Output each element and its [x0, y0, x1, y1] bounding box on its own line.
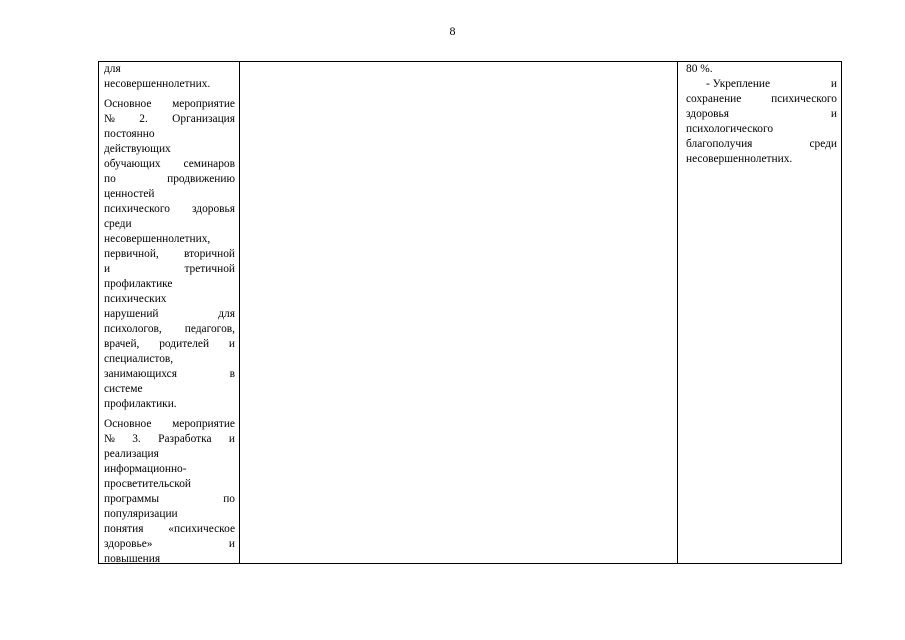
- word: постоянно: [104, 128, 155, 140]
- text-line: [104, 232, 235, 247]
- text-line: [686, 122, 837, 137]
- word: врачей,: [104, 338, 140, 350]
- word: психологов,: [104, 323, 162, 335]
- text-line: [104, 62, 235, 77]
- text-line: [104, 432, 235, 447]
- word: несовершеннолетних.: [104, 78, 211, 90]
- text-line: [104, 447, 235, 462]
- word: психических: [104, 293, 167, 305]
- column-divider-2: [677, 62, 678, 563]
- text-line: [104, 202, 235, 217]
- word: нарушений: [104, 308, 159, 320]
- page-number: 8: [449, 24, 456, 38]
- word: здоровье»: [104, 538, 153, 550]
- word: обучающих: [104, 158, 161, 170]
- word: 80 %.: [686, 63, 713, 75]
- text-line: [104, 157, 235, 172]
- text-line: [104, 112, 235, 127]
- text-line: [104, 397, 235, 412]
- word: повышения: [104, 553, 161, 565]
- text-line: [104, 382, 235, 397]
- text-line: [104, 187, 235, 202]
- word: «психическое: [168, 523, 235, 535]
- word: психического: [771, 93, 837, 105]
- word: педагогов,: [184, 323, 235, 335]
- word: - Укрепление: [706, 78, 771, 90]
- word: просветительской: [104, 478, 191, 490]
- text-line: [104, 97, 235, 112]
- word: среди: [809, 138, 837, 150]
- word: Организация: [172, 113, 235, 125]
- text-line: [104, 417, 235, 432]
- text-line: [104, 462, 235, 477]
- word: и: [228, 338, 235, 350]
- word: и: [104, 263, 111, 275]
- word: среди: [104, 218, 132, 230]
- word: популяризации: [104, 508, 178, 520]
- word: вторичной: [183, 248, 235, 260]
- word: специалистов,: [104, 353, 174, 365]
- word: профилактике: [104, 278, 173, 290]
- word: несовершеннолетних,: [104, 233, 211, 245]
- word: по: [223, 493, 235, 505]
- word: мероприятие: [172, 418, 235, 430]
- word: и: [228, 433, 235, 445]
- text-line: [104, 552, 235, 567]
- word: №: [104, 113, 115, 125]
- text-line: [104, 337, 235, 352]
- word: для: [218, 308, 235, 320]
- text-line: [104, 247, 235, 262]
- word: для: [104, 63, 121, 75]
- word: несовершеннолетних.: [686, 153, 793, 165]
- word: 2.: [139, 113, 148, 125]
- word: здоровья: [686, 108, 729, 120]
- word: занимающихся: [104, 368, 177, 380]
- word: мероприятие: [172, 98, 235, 110]
- text-line: [104, 307, 235, 322]
- text-line: [104, 277, 235, 292]
- word: сохранение: [686, 93, 742, 105]
- text-line: [686, 62, 837, 77]
- text-line: [104, 522, 235, 537]
- word: и: [830, 108, 837, 120]
- text-line: [686, 107, 837, 122]
- word: и: [228, 538, 235, 550]
- word: первичной,: [104, 248, 159, 260]
- word: Основное: [104, 98, 152, 110]
- text-line: [104, 492, 235, 507]
- text-line: [686, 92, 837, 107]
- column-divider-1: [239, 62, 240, 563]
- text-line: [686, 137, 837, 152]
- text-line: [686, 77, 837, 92]
- word: системе: [104, 383, 143, 395]
- table-cell-results: [686, 62, 837, 167]
- text-line: [104, 142, 235, 157]
- word: и: [830, 78, 837, 90]
- word: ценностей: [104, 188, 155, 200]
- word: благополучия: [686, 138, 753, 150]
- paragraph: [104, 97, 235, 412]
- text-line: [104, 537, 235, 552]
- text-line: [104, 367, 235, 382]
- word: программы: [104, 493, 159, 505]
- text-line: [104, 262, 235, 277]
- word: семинаров: [183, 158, 235, 170]
- word: психического: [104, 203, 170, 215]
- word: №: [104, 433, 115, 445]
- text-line: [104, 292, 235, 307]
- paragraph: [104, 62, 235, 92]
- word: Основное: [104, 418, 152, 430]
- document-table: [98, 61, 842, 564]
- text-line: [104, 217, 235, 232]
- word: Разработка: [158, 433, 212, 445]
- text-line: [104, 352, 235, 367]
- text-line: [104, 322, 235, 337]
- word: продвижению: [167, 173, 235, 185]
- text-line: [104, 477, 235, 492]
- text-line: [686, 152, 837, 167]
- word: понятия: [104, 523, 144, 535]
- word: 3.: [132, 433, 141, 445]
- table-cell-activities: [104, 62, 235, 567]
- text-line: [104, 77, 235, 92]
- word: в: [229, 368, 235, 380]
- word: психологического: [686, 123, 774, 135]
- word: реализация: [104, 448, 159, 460]
- word: здоровья: [192, 203, 235, 215]
- text-line: [104, 172, 235, 187]
- word: по: [104, 173, 116, 185]
- paragraph: [104, 417, 235, 567]
- text-line: [104, 127, 235, 142]
- word: информационно-: [104, 463, 187, 475]
- word: профилактики.: [104, 398, 177, 410]
- text-line: [104, 507, 235, 522]
- word: действующих: [104, 143, 171, 155]
- word: третичной: [184, 263, 235, 275]
- word: родителей: [159, 338, 210, 350]
